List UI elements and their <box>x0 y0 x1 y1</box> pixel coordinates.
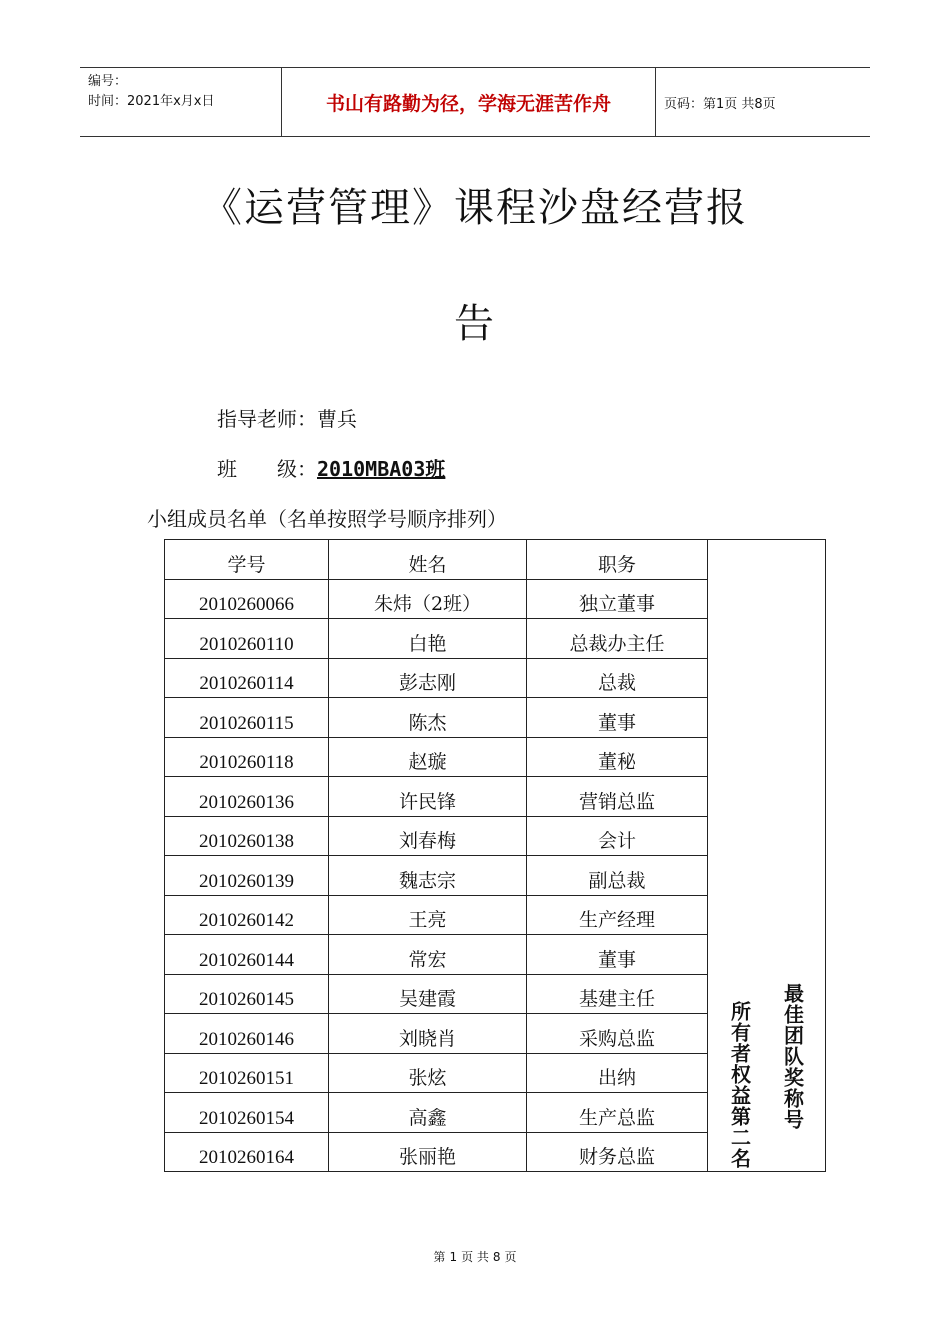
footer-suffix: 页 <box>504 1250 517 1264</box>
member-id-cell: 2010260138 <box>165 816 329 856</box>
member-role-cell: 董秘 <box>527 737 708 777</box>
member-id-cell: 2010260136 <box>165 777 329 817</box>
member-role-cell: 独立董事 <box>527 579 708 619</box>
member-role-cell: 出纳 <box>527 1053 708 1093</box>
member-name-cell: 陈杰 <box>329 698 527 738</box>
time-label: 时间：2021年x月x日 <box>88 94 215 109</box>
member-id-cell: 2010260115 <box>165 698 329 738</box>
report-title-line1: 《运营管理》课程沙盘经营报 <box>202 185 748 231</box>
header-motto: 书山有路勤为径，学海无涯苦作舟 <box>281 68 656 136</box>
footer-mid: 页 共 <box>461 1250 489 1264</box>
member-role-cell: 总裁 <box>527 658 708 698</box>
header-meta <box>88 72 214 112</box>
member-name-cell: 朱炜（2班） <box>329 579 527 619</box>
member-name-cell: 王亮 <box>329 895 527 935</box>
member-id-cell: 2010260146 <box>165 1014 329 1054</box>
member-id-cell: 2010260164 <box>165 1132 329 1172</box>
teacher-line: 指导老师：曹兵 <box>217 407 357 431</box>
table-header-row <box>165 540 826 580</box>
class-label: 班 级： <box>217 457 317 481</box>
member-id-cell: 2010260142 <box>165 895 329 935</box>
member-role-cell: 会计 <box>527 816 708 856</box>
member-id-cell: 2010260145 <box>165 974 329 1014</box>
award-left-text: 所有者权益第二名 <box>727 1001 752 1169</box>
member-role-cell: 生产经理 <box>527 895 708 935</box>
member-role-cell: 财务总监 <box>527 1132 708 1172</box>
member-id-cell: 2010260139 <box>165 856 329 896</box>
member-role-cell: 董事 <box>527 698 708 738</box>
member-name-cell: 彭志刚 <box>329 658 527 698</box>
column-header-role: 职务 <box>527 540 708 580</box>
report-title-line2: 告 <box>454 301 496 347</box>
member-role-cell: 董事 <box>527 935 708 975</box>
member-table <box>164 539 826 1172</box>
member-name-cell: 高鑫 <box>329 1093 527 1133</box>
members-heading: 小组成员名单（名单按照学号顺序排列） <box>147 507 507 531</box>
member-name-cell: 吴建霞 <box>329 974 527 1014</box>
member-name-cell: 赵璇 <box>329 737 527 777</box>
member-name-cell: 张丽艳 <box>329 1132 527 1172</box>
member-id-cell: 2010260154 <box>165 1093 329 1133</box>
award-right-text: 最佳团队奖称号 <box>780 983 805 1130</box>
number-label: 编号： <box>88 74 128 89</box>
member-name-cell: 刘春梅 <box>329 816 527 856</box>
footer-page-number: 1 <box>449 1250 458 1264</box>
member-name-cell: 张炫 <box>329 1053 527 1093</box>
document-header <box>80 67 870 137</box>
award-cell <box>708 540 826 1172</box>
member-role-cell: 总裁办主任 <box>527 619 708 659</box>
column-header-id: 学号 <box>165 540 329 580</box>
footer-total-pages: 8 <box>492 1250 501 1264</box>
class-value: 2010MBA03班 <box>317 457 446 481</box>
member-role-cell: 生产总监 <box>527 1093 708 1133</box>
member-name-cell: 白艳 <box>329 619 527 659</box>
column-header-name: 姓名 <box>329 540 527 580</box>
member-id-cell: 2010260151 <box>165 1053 329 1093</box>
member-role-cell: 采购总监 <box>527 1014 708 1054</box>
member-role-cell: 副总裁 <box>527 856 708 896</box>
member-id-cell: 2010260118 <box>165 737 329 777</box>
member-name-cell: 魏志宗 <box>329 856 527 896</box>
member-id-cell: 2010260110 <box>165 619 329 659</box>
member-name-cell: 许民锋 <box>329 777 527 817</box>
class-line <box>217 453 445 482</box>
member-id-cell: 2010260114 <box>165 658 329 698</box>
member-role-cell: 营销总监 <box>527 777 708 817</box>
member-name-cell: 常宏 <box>329 935 527 975</box>
header-page-info: 页码：第1页 共8页 <box>664 96 776 112</box>
member-role-cell: 基建主任 <box>527 974 708 1014</box>
footer-prefix: 第 <box>433 1250 446 1264</box>
member-id-cell: 2010260144 <box>165 935 329 975</box>
member-name-cell: 刘晓肖 <box>329 1014 527 1054</box>
member-id-cell: 2010260066 <box>165 579 329 619</box>
page-footer <box>0 1248 950 1265</box>
